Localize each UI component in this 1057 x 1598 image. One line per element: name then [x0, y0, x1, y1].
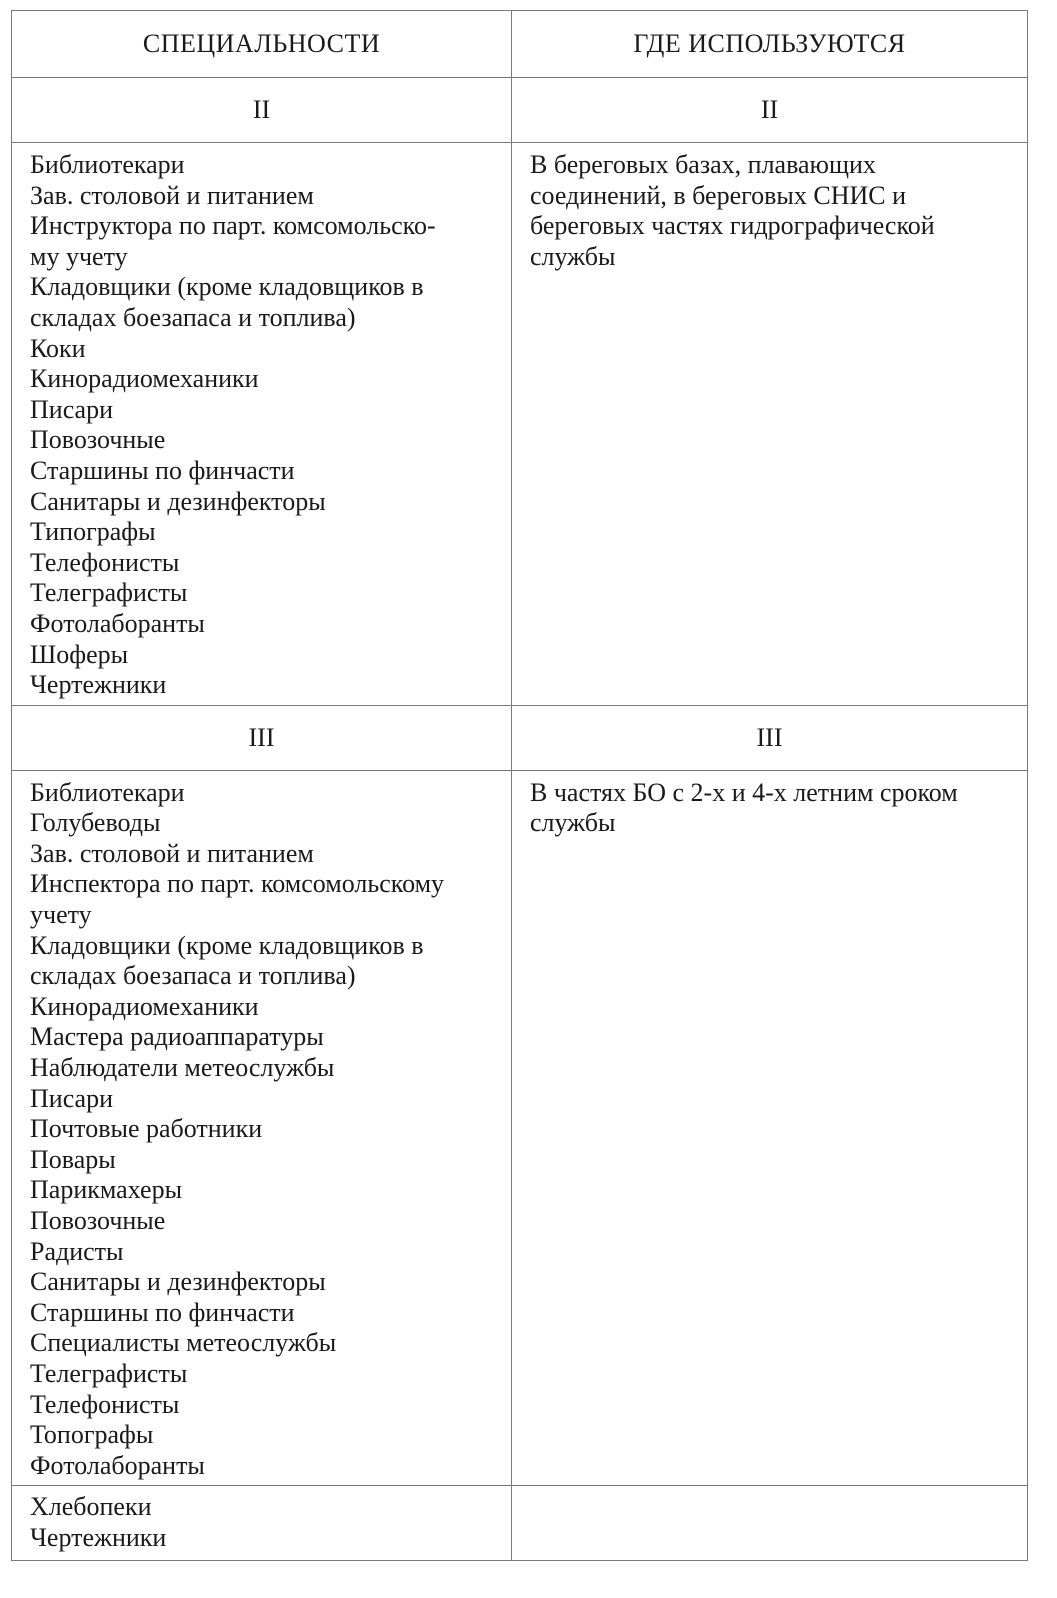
list-item: Телеграфисты [30, 1358, 188, 1388]
section-3-label-right: III [512, 705, 1028, 770]
list-item: Специалисты метеослужбы [30, 1328, 337, 1358]
usage-line: береговых частях гидрографической [530, 211, 935, 241]
section-3-specialties-cell [12, 770, 512, 1486]
list-item: Повозочные [30, 425, 166, 455]
list-item: Кладовщики (кроме кладовщиков в [30, 272, 424, 302]
list-item: Коки [30, 333, 86, 363]
list-item: Библиотекари [30, 777, 185, 807]
section-2-usage-text [512, 143, 1027, 276]
section-2-label-left: II [12, 78, 512, 143]
section-2-content-row [12, 143, 1028, 706]
list-item: Инструктора по парт. комсомольско- [30, 211, 436, 241]
section-4-specialties-list [12, 1486, 511, 1559]
list-item: Повары [30, 1144, 116, 1174]
section-4-usage-cell [512, 1486, 1028, 1560]
section-4-content-row [12, 1486, 1028, 1560]
section-3-label-left: III [12, 705, 512, 770]
header-row [12, 11, 1028, 78]
list-item: Телефонисты [30, 1389, 180, 1419]
list-item: Писари [30, 394, 114, 424]
usage-line: В береговых базах, плавающих [530, 150, 876, 179]
header-usage: ГДЕ ИСПОЛЬЗУЮТСЯ [512, 11, 1028, 78]
list-item: Типографы [30, 517, 156, 547]
list-item: Фотолаборанты [30, 1450, 205, 1480]
list-item: Фотолаборанты [30, 608, 205, 638]
list-item: Кинорадиомеханики [30, 991, 259, 1021]
section-3-usage-cell [512, 770, 1028, 1486]
section-2-specialties-list [12, 143, 511, 705]
list-item: Кинорадиомеханики [30, 364, 259, 394]
list-item: учету [30, 900, 92, 930]
list-item: Чертежники [30, 670, 167, 700]
list-item: Санитары и дезинфекторы [30, 486, 326, 516]
list-item: Чертежники [30, 1522, 167, 1552]
list-item: Парикмахеры [30, 1175, 183, 1205]
list-item: Голубеводы [30, 808, 161, 838]
section-3-specialties-list [12, 771, 511, 1486]
usage-line: В частях БО с 2-х и 4-х летним сроком [530, 777, 958, 807]
section-3-content-row [12, 770, 1028, 1486]
list-item: Кладовщики (кроме кладовщиков в [30, 930, 424, 960]
section-2-usage-cell [512, 143, 1028, 706]
list-item: Телефонисты [30, 547, 180, 577]
section-3-label-row [12, 705, 1028, 770]
list-item: Повозочные [30, 1206, 166, 1235]
section-3-usage-text [512, 771, 1027, 843]
specialties-table [11, 10, 1028, 1561]
list-item: Мастера радиоаппаратуры [30, 1022, 324, 1052]
list-item: Старшины по финчасти [30, 1297, 295, 1327]
list-item: складах боезапаса и топлива) [30, 302, 356, 332]
list-item: Телеграфисты [30, 578, 188, 608]
section-2-label-right: II [512, 78, 1028, 143]
usage-line: службы [530, 241, 616, 271]
list-item: Радисты [30, 1236, 124, 1266]
list-item: Библиотекари [30, 150, 185, 179]
list-item: Хлебопеки [30, 1492, 152, 1522]
list-item: Наблюдатели метеослужбы [30, 1053, 335, 1083]
list-item: Писари [30, 1083, 114, 1113]
usage-line: соединений, в береговых СНИС и [530, 180, 907, 210]
list-item: Инспектора по парт. комсомольскому [30, 869, 445, 899]
list-item: Старшины по финчасти [30, 455, 295, 485]
list-item: Санитары и дезинфекторы [30, 1267, 326, 1297]
usage-line: службы [530, 808, 616, 838]
list-item: Зав. столовой и питанием [30, 180, 314, 210]
list-item: Топографы [30, 1420, 154, 1450]
list-item: му учету [30, 241, 128, 271]
header-specialties: СПЕЦИАЛЬНОСТИ [12, 11, 512, 78]
section-2-label-row [12, 78, 1028, 143]
list-item: Шоферы [30, 639, 129, 669]
list-item: Зав. столовой и питанием [30, 838, 314, 868]
list-item: Почтовые работники [30, 1114, 263, 1144]
section-2-specialties-cell [12, 143, 512, 706]
list-item: складах боезапаса и топлива) [30, 961, 356, 991]
section-4-specialties-cell [12, 1486, 512, 1560]
